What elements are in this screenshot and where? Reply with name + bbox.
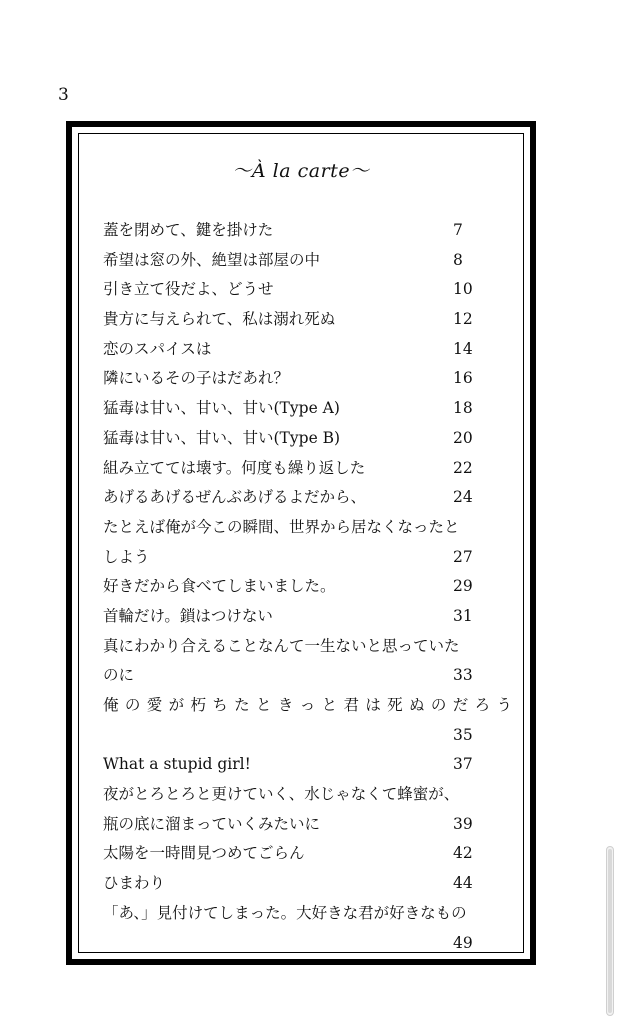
toc-entry-page: 16: [453, 369, 473, 388]
toc-outer-frame: [66, 121, 536, 965]
toc-entry-page: 42: [453, 844, 473, 863]
toc-entry[interactable]: [103, 899, 523, 958]
toc-entry[interactable]: [103, 780, 523, 839]
page-number: 3: [58, 85, 69, 105]
toc-entry-page: 22: [453, 458, 473, 477]
toc-entry-page: 10: [453, 280, 473, 299]
toc-entry[interactable]: [103, 572, 523, 602]
toc-entry[interactable]: [103, 454, 523, 484]
toc-entry-title: What a stupid girl!: [103, 755, 251, 774]
toc-entry-title: たとえば俺が今この瞬間、世界から居なくなったと: [103, 517, 460, 536]
toc-entry-title: 貴方に与えられて、私は溺れ死ぬ: [103, 310, 336, 329]
toc-entry[interactable]: [103, 691, 523, 750]
toc-entry-title: 猛毒は甘い、甘い、甘い(Type B): [103, 428, 341, 447]
toc-entry[interactable]: [103, 335, 523, 365]
toc-entry-page: 35: [453, 725, 473, 744]
toc-entry-title: 希望は窓の外、絶望は部屋の中: [103, 250, 321, 269]
toc-entry[interactable]: [103, 483, 523, 513]
toc-entry[interactable]: [103, 216, 523, 246]
toc-entry[interactable]: [103, 750, 523, 780]
toc-entry-page: 44: [453, 874, 473, 893]
toc-entry[interactable]: [103, 394, 523, 424]
toc-entry-page: 33: [453, 666, 473, 685]
toc-entry-page: 49: [453, 933, 473, 952]
toc-entry-title: 好きだから食べてしまいました。: [103, 577, 336, 596]
toc-entry-page: 27: [453, 547, 473, 566]
toc-entry-page: 14: [453, 339, 473, 358]
toc-entry-title: 「あ、」見付けてしまった。大好きな君が好きなもの: [103, 903, 467, 922]
toc-entry-page: 37: [453, 755, 473, 774]
toc-entry-page: 20: [453, 428, 473, 447]
toc-entry[interactable]: [103, 275, 523, 305]
toc-entry-title: 俺の愛が朽ちたときっと君は死ぬのだろう: [103, 696, 512, 714]
toc-entry-title: ひまわり: [103, 874, 166, 893]
toc-entry[interactable]: [103, 869, 523, 899]
toc-entry-title: 猛毒は甘い、甘い、甘い(Type A): [103, 399, 340, 418]
vertical-scrollbar[interactable]: [606, 846, 614, 1016]
toc-entry-title: 恋のスパイスは: [103, 339, 212, 358]
toc-entry-page: 8: [453, 250, 463, 269]
toc-entry-title: 夜がとろとろと更けていく、水じゃなくて蜂蜜が、: [103, 785, 460, 804]
toc-entry[interactable]: [103, 839, 523, 869]
toc-entry-page: 29: [453, 577, 473, 596]
toc-entry-title: 蓋を閉めて、鍵を掛けた: [103, 221, 274, 239]
toc-list: [103, 216, 523, 958]
toc-entry-title-continued: のに: [103, 666, 135, 685]
toc-entry-page: 31: [453, 606, 473, 625]
toc-entry-title: 太陽を一時間見つめてごらん: [103, 844, 305, 863]
toc-entry-title: 真にわかり合えることなんて一生ないと思っていた: [103, 636, 460, 655]
toc-entry[interactable]: [103, 305, 523, 335]
toc-entry-title: 隣にいるその子はだあれ？: [103, 369, 290, 388]
toc-inner-frame: [78, 133, 524, 953]
toc-entry[interactable]: [103, 424, 523, 454]
toc-entry[interactable]: [103, 602, 523, 632]
toc-entry-title: 引き立て役だよ、どうせ: [103, 280, 274, 299]
toc-entry[interactable]: [103, 246, 523, 276]
toc-entry[interactable]: [103, 364, 523, 394]
toc-entry[interactable]: [103, 632, 523, 691]
toc-title: 〜À la carte〜: [232, 160, 370, 182]
scrollbar-thumb[interactable]: [608, 849, 612, 1013]
toc-entry-page: 12: [453, 310, 473, 329]
toc-entry-title: あげるあげるぜんぶあげるよだから、: [103, 488, 367, 507]
toc-entry-page: 24: [453, 488, 473, 507]
toc-entry[interactable]: [103, 513, 523, 572]
toc-entry-title-continued: 瓶の底に溜まっていくみたいに: [103, 814, 321, 833]
toc-entry-title-continued: しよう: [103, 547, 150, 566]
toc-entry-title: 首輪だけ。鎖はつけない: [103, 606, 273, 625]
toc-entry-page: 7: [453, 221, 463, 239]
toc-entry-title: 組み立てては壊す。何度も繰り返した: [103, 458, 366, 477]
toc-entry-page: 39: [453, 814, 473, 833]
toc-entry-page: 18: [453, 399, 473, 418]
